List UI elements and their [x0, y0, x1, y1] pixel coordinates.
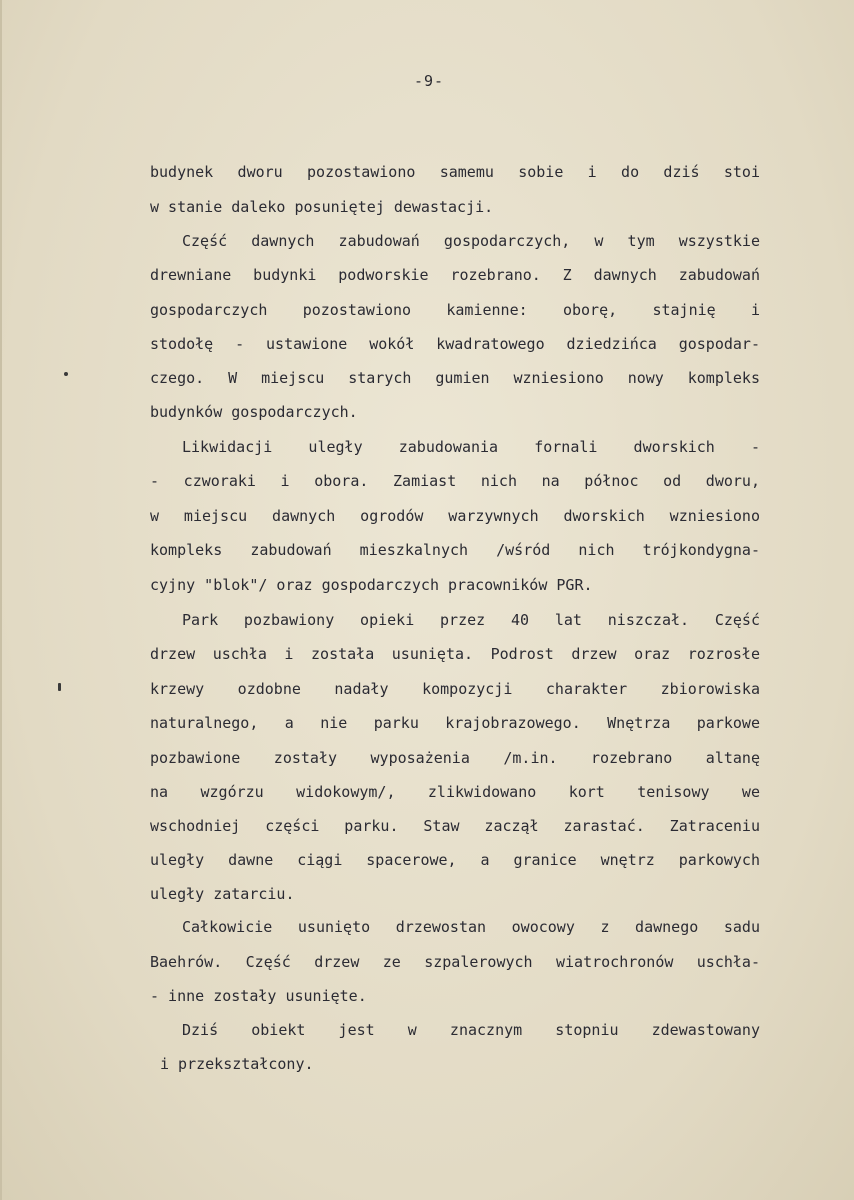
text-line: w stanie daleko posuniętej dewastacji. — [150, 198, 494, 216]
text-line: na wzgórzu widokowym/, zlikwidowano kort tenisowy we — [150, 783, 760, 801]
text-line: kompleks zabudowań mieszkalnych /wśród nich trójkondygna- — [150, 541, 760, 559]
text-line: Baehrów. Część drzew ze szpalerowych wiatrochronów uschła- — [150, 953, 760, 971]
text-line: budynków gospodarczych. — [150, 403, 358, 421]
text-line: cyjny "blok"/ oraz gospodarczych pracowników PGR. — [150, 576, 593, 594]
text-line: krzewy ozdobne nadały kompozycji charakter zbiorowiska — [150, 680, 760, 698]
page-number: -9- — [413, 72, 445, 90]
text-line: Część dawnych zabudowań gospodarczych, w tym wszystkie — [182, 232, 760, 250]
text-line: drewniane budynki podworskie rozebrano. Z dawnych zabudowań — [150, 266, 760, 284]
text-line: naturalnego, a nie parku krajobrazowego. Wnętrza parkowe — [150, 714, 760, 732]
text-line: - inne zostały usunięte. — [150, 987, 367, 1005]
text-line: w miejscu dawnych ogrodów warzywnych dworskich wzniesiono — [150, 507, 760, 525]
text-line: uległy zatarciu. — [150, 885, 295, 903]
text-line: Dziś obiekt jest w znacznym stopniu zdewastowany — [182, 1021, 760, 1039]
text-line: Likwidacji uległy zabudowania fornali dworskich - — [182, 438, 760, 456]
text-line: pozbawione zostały wyposażenia /m.in. rozebrano altanę — [150, 749, 760, 767]
margin-mark — [58, 683, 61, 691]
text-line: wschodniej części parku. Staw zaczął zarastać. Zatraceniu — [150, 817, 760, 835]
text-line: budynek dworu pozostawiono samemu sobie i do dziś stoi — [150, 163, 760, 181]
margin-mark — [64, 372, 68, 376]
text-line: Park pozbawiony opieki przez 40 lat niszczał. Część — [182, 611, 760, 629]
text-line: czego. W miejscu starych gumien wzniesiono nowy kompleks — [150, 369, 760, 387]
text-line: i przekształcony. — [160, 1055, 314, 1073]
text-line: uległy dawne ciągi spacerowe, a granice wnętrz parkowych — [150, 851, 760, 869]
text-line: Całkowicie usunięto drzewostan owocowy z dawnego sadu — [182, 918, 760, 936]
text-line: gospodarczych pozostawiono kamienne: oborę, stajnię i — [150, 301, 760, 319]
text-line: - czworaki i obora. Zamiast nich na północ od dworu, — [150, 472, 760, 490]
text-line: drzew uschła i została usunięta. Podrost drzew oraz rozrosłe — [150, 645, 760, 663]
text-line: stodołę - ustawione wokół kwadratowego dziedzińca gospodar- — [150, 335, 760, 353]
